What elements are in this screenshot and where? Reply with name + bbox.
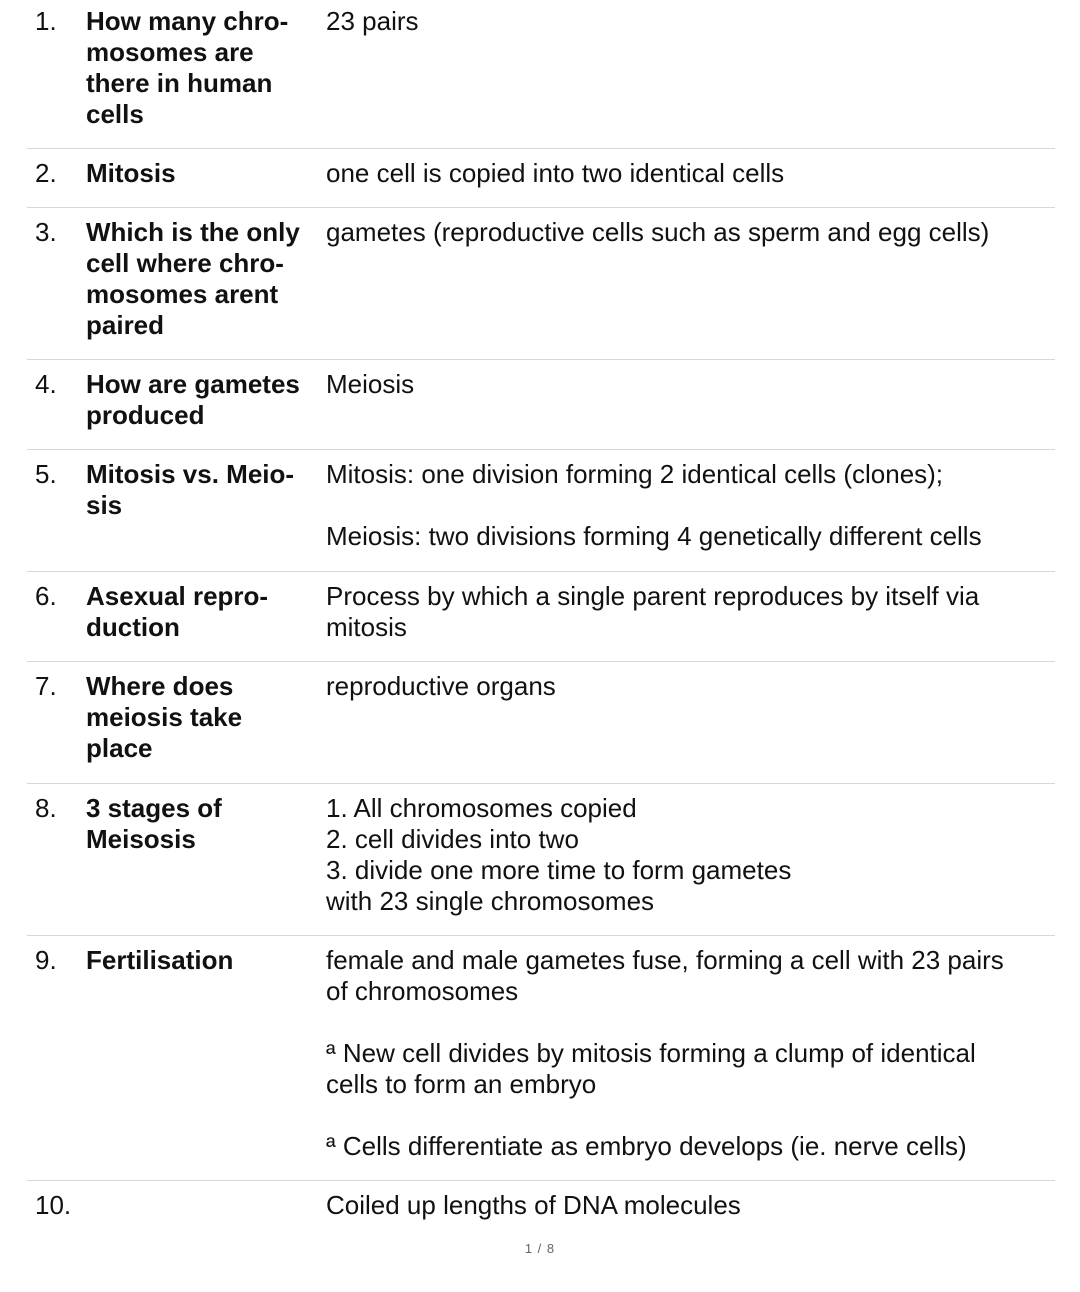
definition-paragraph: female and male gametes fuse, forming a cell with 23 pairs of chromosomes <box>326 945 1004 1006</box>
card-number: 4. <box>35 369 57 399</box>
card-term: Where does meiosis take place <box>86 671 243 763</box>
card-term: Mitosis <box>86 158 176 188</box>
card-row <box>27 0 1055 149</box>
definition-paragraph: Coiled up lengths of DNA molecules <box>326 1190 741 1220</box>
card-term: 3 stages of Meisosis <box>86 793 222 854</box>
card-definition <box>326 1190 1055 1230</box>
card-row <box>27 936 1055 1181</box>
card-row <box>27 1181 1055 1230</box>
definition-paragraph: Meiosis <box>326 369 415 399</box>
definition-paragraph: reproductive organs <box>326 671 556 701</box>
card-number: 1. <box>35 6 57 36</box>
card-term: Fertilisation <box>86 945 234 975</box>
card-definition <box>326 581 1055 661</box>
definition-paragraph: ª New cell divides by mitosis forming a clump of identical cells to form an embryo <box>326 1038 976 1099</box>
card-number: 7. <box>35 671 57 701</box>
card-term: How are gametes produced <box>86 369 300 430</box>
card-definition <box>326 459 1055 571</box>
definition-paragraph: Meiosis: two divisions forming 4 genetically different cells <box>326 521 982 551</box>
card-number: 10. <box>35 1190 72 1220</box>
card-number: 3. <box>35 217 57 247</box>
card-definition <box>326 671 1055 783</box>
card-term: How many chro- mosomes are there in human cells <box>86 6 289 129</box>
card-definition <box>326 6 1055 148</box>
definition-paragraph: Process by which a single parent reproduces by itself via mitosis <box>326 581 980 642</box>
definition-paragraph: Mitosis: one division forming 2 identical cells (clones); <box>326 459 944 489</box>
flashcard-table <box>27 0 1055 1230</box>
card-term <box>86 1190 326 1230</box>
card-number: 9. <box>35 945 57 975</box>
card-row <box>27 149 1055 208</box>
definition-paragraph: gametes (reproductive cells such as sperm and egg cells) <box>326 217 990 247</box>
card-row <box>27 208 1055 360</box>
card-row <box>27 662 1055 784</box>
card-term: Mitosis vs. Meio- sis <box>86 459 295 520</box>
card-definition <box>326 945 1055 1180</box>
card-term: Asexual repro- duction <box>86 581 269 642</box>
card-row <box>27 572 1055 662</box>
card-number: 8. <box>35 793 57 823</box>
card-row <box>27 360 1055 450</box>
card-number: 2. <box>35 158 57 188</box>
page-indicator: 1 / 8 <box>524 1241 556 1256</box>
definition-paragraph: 23 pairs <box>326 6 419 36</box>
card-definition <box>326 158 1055 207</box>
definition-paragraph: ª Cells differentiate as embryo develops (ie. nerve cells) <box>326 1131 967 1161</box>
definition-paragraph: 1. All chromosomes copied 2. cell divides into two 3. divide one more time to form gametes with 23 single chromosomes <box>326 793 792 916</box>
card-definition <box>326 369 1055 449</box>
definition-paragraph: one cell is copied into two identical cells <box>326 158 785 188</box>
card-term: Which is the only cell where chro- mosomes arent paired <box>86 217 300 340</box>
card-number: 5. <box>35 459 57 489</box>
card-row <box>27 450 1055 572</box>
card-number: 6. <box>35 581 57 611</box>
card-definition <box>326 217 1055 359</box>
card-definition <box>326 793 1055 935</box>
card-row <box>27 784 1055 936</box>
